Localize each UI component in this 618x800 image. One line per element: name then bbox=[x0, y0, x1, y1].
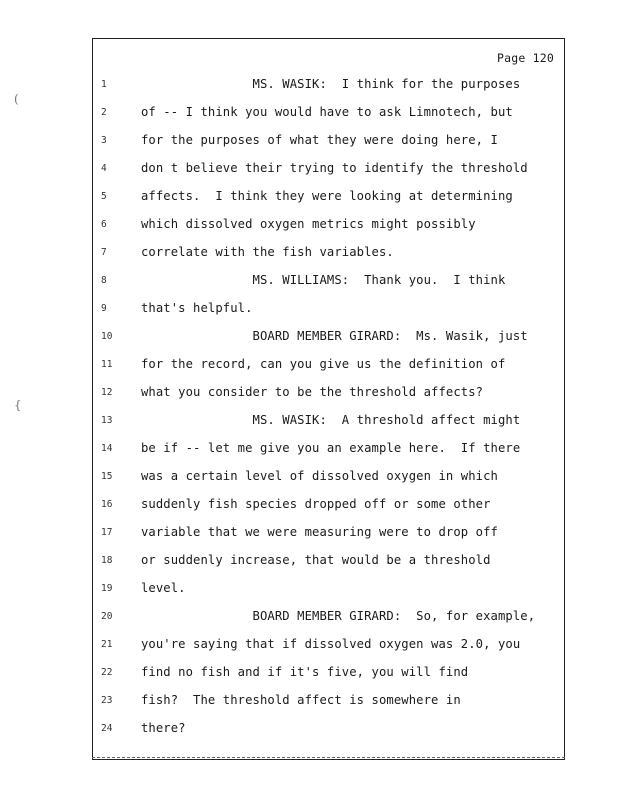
transcript-line: that's helpful. bbox=[141, 301, 253, 315]
line-number: 21 bbox=[101, 639, 113, 650]
line-number: 13 bbox=[101, 415, 113, 426]
line-number: 22 bbox=[101, 667, 113, 678]
line-number: 4 bbox=[101, 163, 107, 174]
transcript-line: or suddenly increase, that would be a threshold bbox=[141, 553, 491, 567]
line-number: 1 bbox=[101, 79, 107, 90]
transcript-line: what you consider to be the threshold affects? bbox=[141, 385, 484, 399]
line-number: 16 bbox=[101, 499, 113, 510]
transcript-line: suddenly fish species dropped off or some other bbox=[141, 497, 491, 511]
line-number: 19 bbox=[101, 583, 113, 594]
line-number: 11 bbox=[101, 359, 113, 370]
line-number: 24 bbox=[101, 723, 113, 734]
margin-mark-middle: { bbox=[14, 398, 22, 412]
transcript-line: MS. WILLIAMS: Thank you. I think bbox=[141, 273, 506, 287]
transcript-line: MS. WASIK: I think for the purposes bbox=[141, 77, 521, 91]
transcript-line: find no fish and if it's five, you will find bbox=[141, 665, 469, 679]
line-number: 12 bbox=[101, 387, 113, 398]
transcript-line: there? bbox=[141, 721, 186, 735]
line-number: 18 bbox=[101, 555, 113, 566]
transcript-line: BOARD MEMBER GIRARD: Ms. Wasik, just bbox=[141, 329, 528, 343]
line-number: 20 bbox=[101, 611, 113, 622]
line-number: 23 bbox=[101, 695, 113, 706]
transcript-page bbox=[92, 38, 565, 760]
transcript-line: fish? The threshold affect is somewhere in bbox=[141, 693, 461, 707]
line-number: 15 bbox=[101, 471, 113, 482]
line-number: 9 bbox=[101, 303, 107, 314]
transcript-line: for the record, can you give us the definition of bbox=[141, 357, 506, 371]
transcript-line: don t believe their trying to identify the threshold bbox=[141, 161, 528, 175]
margin-mark-top: ( bbox=[14, 92, 19, 106]
transcript-line: affects. I think they were looking at determining bbox=[141, 189, 513, 203]
transcript-line: level. bbox=[141, 581, 186, 595]
line-number: 8 bbox=[101, 275, 107, 286]
transcript-line: you're saying that if dissolved oxygen was 2.0, you bbox=[141, 637, 521, 651]
transcript-line: for the purposes of what they were doing here, I bbox=[141, 133, 498, 147]
line-number: 10 bbox=[101, 331, 113, 342]
transcript-line: which dissolved oxygen metrics might possibly bbox=[141, 217, 476, 231]
line-number: 7 bbox=[101, 247, 107, 258]
bottom-rule bbox=[92, 757, 565, 758]
transcript-line: variable that we were measuring were to drop off bbox=[141, 525, 498, 539]
line-number: 6 bbox=[101, 219, 107, 230]
page-number: Page 120 bbox=[497, 51, 554, 65]
transcript-line: be if -- let me give you an example here. If there bbox=[141, 441, 521, 455]
transcript-line: was a certain level of dissolved oxygen in which bbox=[141, 469, 498, 483]
transcript-line: BOARD MEMBER GIRARD: So, for example, bbox=[141, 609, 536, 623]
transcript-line: MS. WASIK: A threshold affect might bbox=[141, 413, 521, 427]
line-number: 17 bbox=[101, 527, 113, 538]
line-number: 5 bbox=[101, 191, 107, 202]
transcript-line: correlate with the fish variables. bbox=[141, 245, 394, 259]
line-number: 3 bbox=[101, 135, 107, 146]
line-number: 14 bbox=[101, 443, 113, 454]
transcript-line: of -- I think you would have to ask Limnotech, but bbox=[141, 105, 513, 119]
line-number: 2 bbox=[101, 107, 107, 118]
